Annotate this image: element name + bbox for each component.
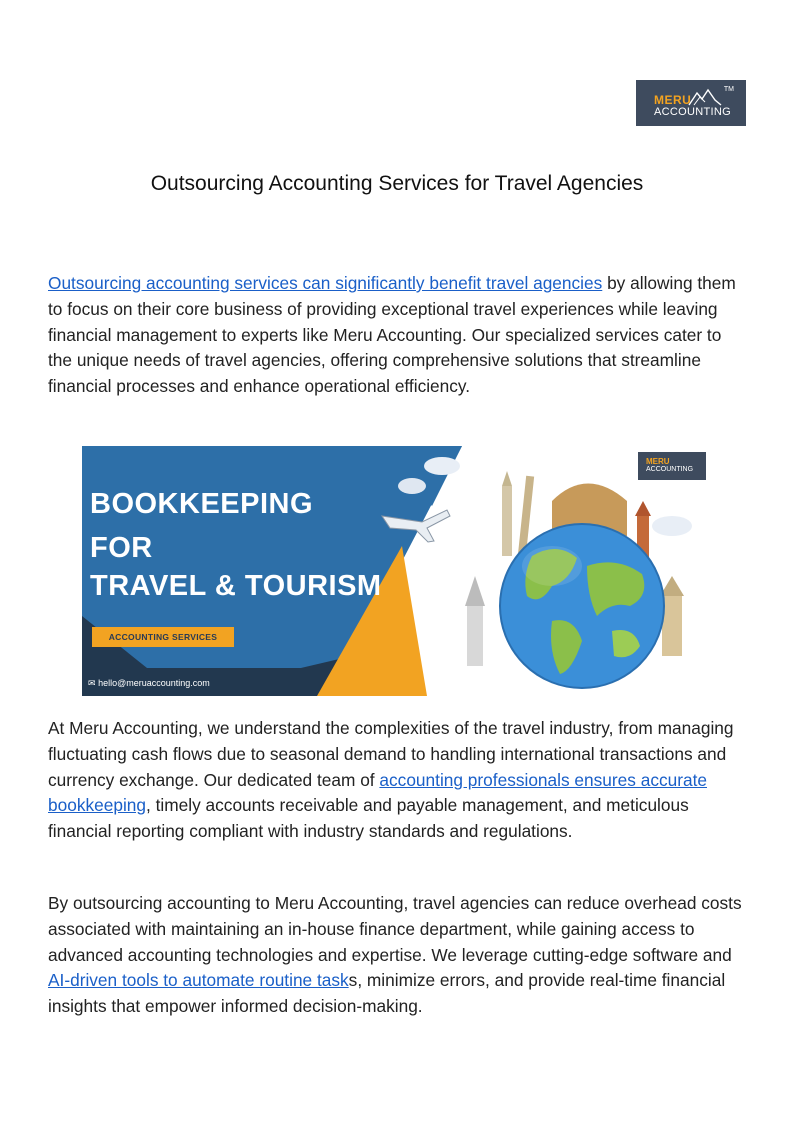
industry-paragraph-text-2: , timely accounts receivable and payable management, and meticulous financial reporting compliant with industry standards and regulations.: [48, 795, 689, 842]
industry-paragraph-text-1: At Meru Accounting, we understand the complexities of the travel industry, from managing fluctuating cash flows due to seasonal demand to handling international transactions and currency exchange. Our dedicated team of: [48, 718, 734, 790]
banner-title-line2: FOR: [90, 532, 153, 564]
banner-logo-accounting: ACCOUNTING: [646, 466, 694, 473]
banner-title-line1: BOOKKEEPING: [90, 488, 314, 520]
industry-paragraph: [48, 716, 748, 845]
outsourcing-paragraph-text-1: By outsourcing accounting to Meru Accounting, travel agencies can reduce overhead costs associated with maintaining an in-house finance department, while gaining access to advanced accounting technologies and expertise. We leverage cutting-edge software and: [48, 893, 742, 965]
outsourcing-benefits-link[interactable]: Outsourcing accounting services can significantly benefit travel agencies: [48, 273, 603, 293]
banner-logo-meru: MERU: [646, 457, 670, 466]
intro-paragraph: [48, 271, 748, 400]
envelope-icon: ✉: [88, 678, 96, 688]
page-title: Outsourcing Accounting Services for Travel Agencies: [150, 172, 644, 195]
ai-tools-link[interactable]: AI-driven tools to automate routine task: [48, 970, 349, 991]
outsourcing-paragraph-text-2: s, minimize errors, and provide real-time financial insights that empower informed decision-making.: [48, 970, 726, 1017]
banner-logo: [638, 452, 706, 480]
bookkeeping-banner-image: [82, 446, 711, 696]
banner-email-text: hello@meruaccounting.com: [98, 678, 210, 688]
banner-email: [88, 678, 210, 689]
meru-accounting-logo: [636, 80, 746, 126]
banner-title-line3: TRAVEL & TOURISM: [90, 570, 382, 602]
bookkeeping-professionals-link[interactable]: accounting professionals ensures accurate bookkeeping: [48, 769, 707, 816]
logo-text-accounting: ACCOUNTING: [654, 106, 731, 118]
accounting-services-badge: ACCOUNTING SERVICES: [92, 627, 234, 647]
logo-trademark: TM: [723, 86, 734, 93]
intro-paragraph-text: by allowing them to focus on their core business of providing exceptional travel experiences while leaving financial management to experts like Meru Accounting. Our specialized services cater to the unique needs of travel agencies, offering comprehensive solutions that streamline financial processes and enhance operational efficiency.: [48, 273, 736, 397]
logo-text-meru: MERU: [654, 93, 692, 107]
mountain-peaks-icon: [688, 88, 722, 106]
outsourcing-paragraph: [48, 891, 748, 1020]
